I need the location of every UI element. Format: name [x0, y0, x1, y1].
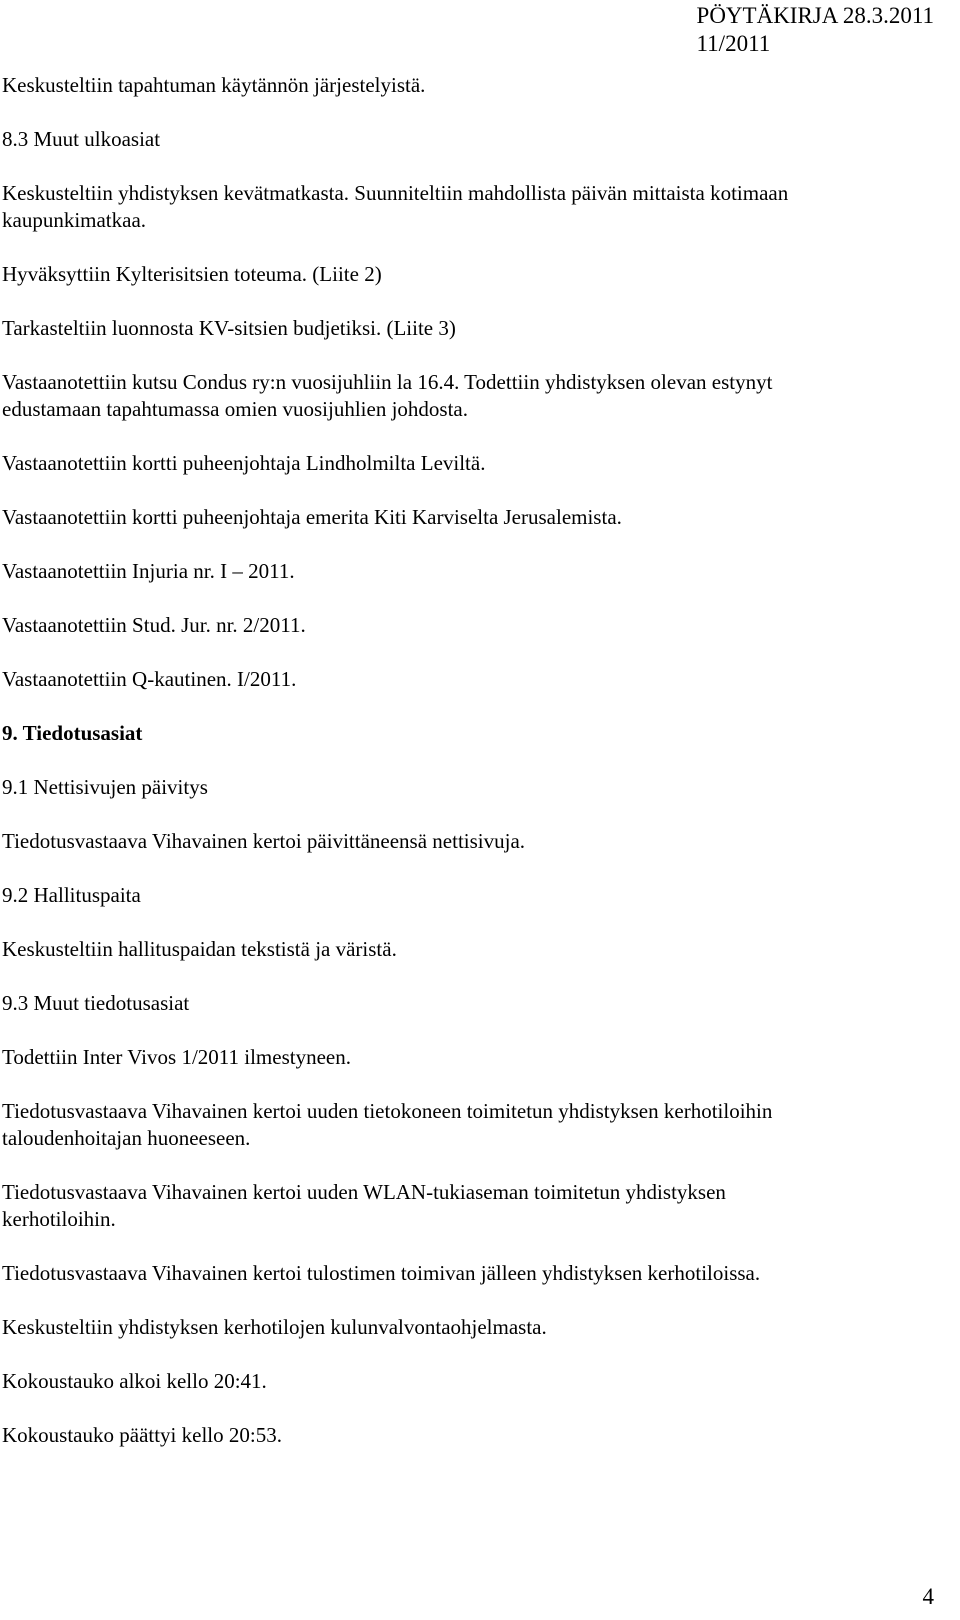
paragraph: Vastaanotettiin Injuria nr. I – 2011.: [2, 559, 295, 583]
paragraph-continuation: kaupunkimatkaa.: [2, 208, 147, 232]
paragraph: Tiedotusvastaava Vihavainen kertoi tulostimen toimivan jälleen yhdistyksen kerhotiloissa.: [2, 1261, 761, 1285]
paragraph-continuation: edustamaan tapahtumassa omien vuosijuhlien johdosta.: [2, 397, 468, 421]
paragraph: Tarkasteltiin luonnosta KV-sitsien budjetiksi. (Liite 3): [2, 316, 456, 340]
paragraph: Keskusteltiin yhdistyksen kerhotilojen kulunvalvontaohjelmasta.: [2, 1315, 547, 1339]
paragraph: Vastaanotettiin kortti puheenjohtaja Lindholmilta Leviltä.: [2, 451, 486, 475]
paragraph: Todettiin Inter Vivos 1/2011 ilmestyneen.: [2, 1045, 351, 1069]
paragraph-continuation: kerhotiloihin.: [2, 1207, 116, 1231]
paragraph: Tiedotusvastaava Vihavainen kertoi uuden tietokoneen toimitetun yhdistyksen kerhotiloihin: [2, 1099, 773, 1123]
paragraph: Kokoustauko päättyi kello 20:53.: [2, 1423, 282, 1447]
paragraph: Tiedotusvastaava Vihavainen kertoi uuden WLAN-tukiaseman toimitetun yhdistyksen: [2, 1180, 726, 1204]
paragraph: Keskusteltiin hallituspaidan tekstistä ja väristä.: [2, 937, 397, 961]
section-heading-9: 9. Tiedotusasiat: [2, 721, 143, 745]
paragraph: Vastaanotettiin Q-kautinen. I/2011.: [2, 667, 297, 691]
section-heading-8-3: 8.3 Muut ulkoasiat: [2, 127, 161, 151]
paragraph: Vastaanotettiin kortti puheenjohtaja emerita Kiti Karviselta Jerusalemista.: [2, 505, 622, 529]
document-title: PÖYTÄKIRJA 28.3.2011: [696, 3, 934, 28]
section-heading-9-2: 9.2 Hallituspaita: [2, 883, 141, 907]
paragraph-continuation: taloudenhoitajan huoneeseen.: [2, 1126, 251, 1150]
section-heading-9-1: 9.1 Nettisivujen päivitys: [2, 775, 208, 799]
paragraph: Vastaanotettiin kutsu Condus ry:n vuosijuhliin la 16.4. Todettiin yhdistyksen olevan estynyt: [2, 370, 773, 394]
paragraph: Hyväksyttiin Kylterisitsien toteuma. (Liite 2): [2, 262, 382, 286]
paragraph: Keskusteltiin tapahtuman käytännön järjestelyistä.: [2, 73, 426, 97]
document-number: 11/2011: [696, 31, 771, 56]
paragraph: Keskusteltiin yhdistyksen kevätmatkasta. Suunniteltiin mahdollista päivän mittaista kotimaan: [2, 181, 789, 205]
section-heading-9-3: 9.3 Muut tiedotusasiat: [2, 991, 190, 1015]
paragraph: Vastaanotettiin Stud. Jur. nr. 2/2011.: [2, 613, 306, 637]
document-header: [697, 2, 934, 58]
paragraph: Kokoustauko alkoi kello 20:41.: [2, 1369, 267, 1393]
page-number: 4: [922, 1584, 934, 1609]
paragraph: Tiedotusvastaava Vihavainen kertoi päivittäneensä nettisivuja.: [2, 829, 526, 853]
